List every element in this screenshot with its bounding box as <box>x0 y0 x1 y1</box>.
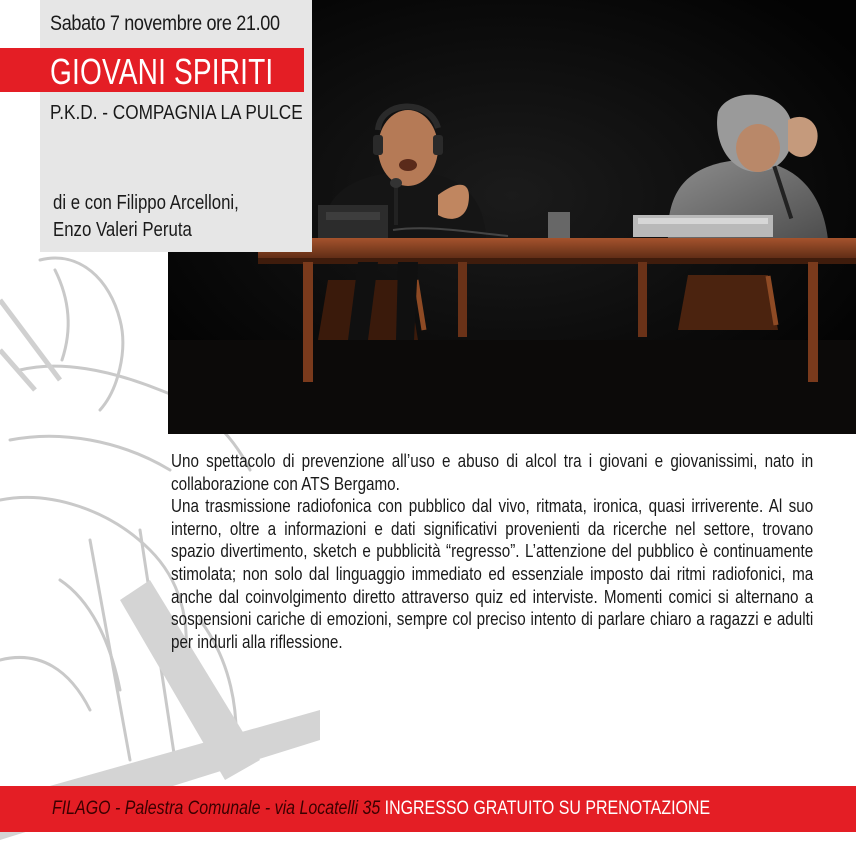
footer-info <box>52 798 710 820</box>
event-title: GIOVANI SPIRITI <box>50 51 274 92</box>
credits-line-2: Enzo Valeri Peruta <box>53 219 192 241</box>
free-entry-notice: INGRESSO GRATUITO SU PRENOTAZIONE <box>384 798 711 819</box>
company-name: P.K.D. - COMPAGNIA LA PULCE <box>50 102 303 124</box>
event-description <box>171 450 813 653</box>
description-paragraph-1: Uno spettacolo di prevenzione all’uso e abuso di alcol tra i giovani e giovanissimi, nato in collaborazione con ATS Bergamo. <box>171 451 814 494</box>
event-location: FILAGO - Palestra Comunale - via Locatelli 35 <box>52 798 381 819</box>
credits <box>53 190 239 244</box>
description-paragraph-2: Una trasmissione radiofonica con pubblico dal vivo, ritmata, ironica, quasi irriverente. Al suo interno, oltre a informazioni e dati significativi provenienti da ricerche nel settore, trovano spazio divertimento, sketch e pubblicità “regresso”. L’attenzione del pubblico è continuamente stimolata; non solo dal linguaggio immediato ed essenziale imposto dai ritmi radiofonici, ma anche dal coinvolgimento diretto attraverso quiz ed interviste. Momenti comici si alternano a sospensioni cariche di emozioni, sempre col preciso intento di parlare chiaro a ragazzi e adulti per indurli alla riflessione. <box>171 496 814 652</box>
credits-line-1: di e con Filippo Arcelloni, <box>53 192 239 214</box>
event-date: Sabato 7 novembre ore 21.00 <box>50 12 280 35</box>
